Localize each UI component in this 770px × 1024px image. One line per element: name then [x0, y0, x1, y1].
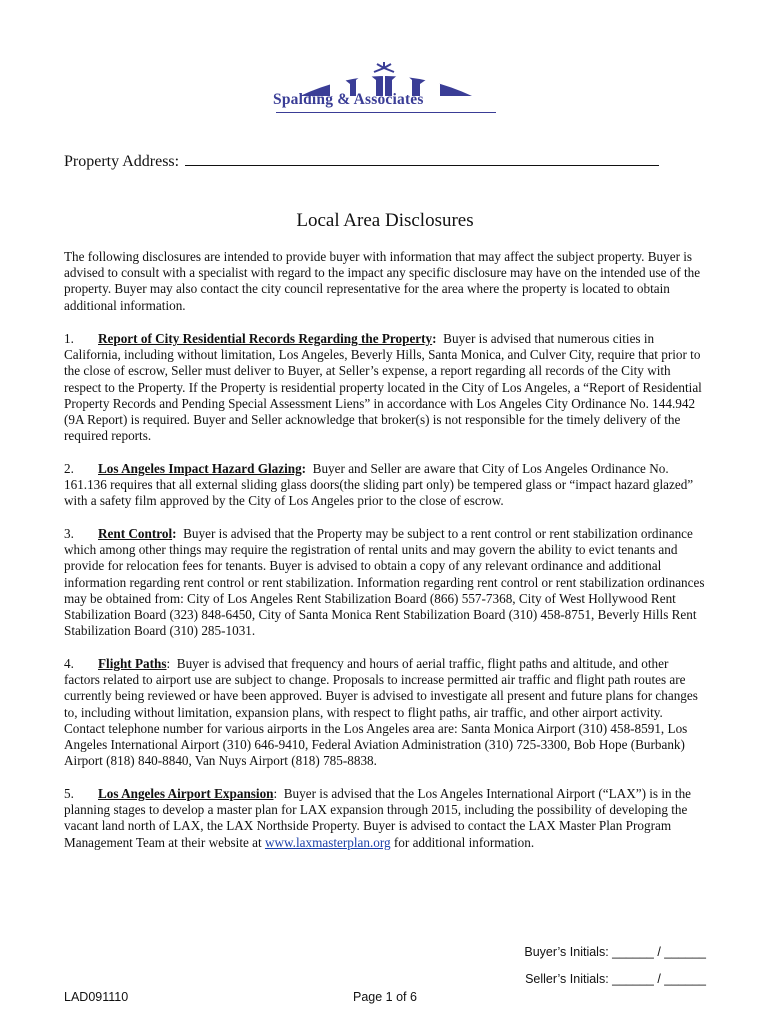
- intro-paragraph: The following disclosures are intended to provide buyer with information that may affect the subject property. Buyer is advised to consult with a specialist with regard to the impact any specific disclosure may have on the intended use of the property. Buyer may also contact the city council representative for the area where the property is located to obtain additional information.: [64, 249, 701, 313]
- section-number: 2.: [64, 461, 74, 476]
- laxmasterplan-link[interactable]: www.laxmasterplan.org: [264, 834, 391, 850]
- section-body: Buyer is advised that frequency and hours of aerial traffic, flight paths and altitude, and other factors related to airport use are subject to change. Proposals to increase permitted air traffic and flight path routes are currently being reviewed or have been approved. Buyer is advised to investigate all present and future plans for changes to, including without limitation, expansion plans, with respect to flight paths, air traffic, and other airport activity. Contact telephone number for various airports in the Los Angeles area are: Santa Monica Airport (310) 458-8591, Los Angeles International Airport (310) 646-9410, Federal Aviation Administration (310) 725-3300, Bob Hope (Burbank) Airport (818) 840-8840, Van Nuys Airport (818) 785-8838.: [64, 656, 698, 769]
- section-body-end: for additional information.: [393, 834, 535, 850]
- section-body: Buyer is advised that the Los Angeles International Airport (“LAX”) is in the planning stages to develop a master plan for LAX expansion through 2015, including the possibility of developing the vacant land north of LAX, the LAX Northside Property. Buyer is advised to contact the LAX Master Plan Program Management Team at their website at: [64, 786, 692, 850]
- document-title: Local Area Disclosures: [296, 210, 474, 231]
- disclosure-section-5: 5. Los Angeles Airport Expansion: Buyer is advised that the Los Angeles International Airport (“LAX”) is in the planning stages to develop a master plan for LAX expansion through 2015, including the possibility of developing the vacant land north of LAX, the LAX Northside Property. Buyer is advised to contact the LAX Master Plan Program Management Team at their website at www.laxmasterplan.org for additional information.: [64, 786, 692, 850]
- property-address-field[interactable]: [185, 150, 659, 166]
- section-heading: Rent Control: [98, 526, 173, 541]
- page-number: Page 1 of 6: [353, 990, 417, 1004]
- property-address-label: Property Address:: [64, 153, 180, 170]
- disclosure-section-4: 4. Flight Paths: Buyer is advised that frequency and hours of aerial traffic, flight paths and altitude, and other factors related to airport use are subject to change. Proposals to increase permitted air traffic and flight path routes are currently being reviewed or have been approved. Buyer is advised to investigate all present and future plans for changes to, including without limitation, expansion plans, with respect to flight paths, air traffic, and other airport activity. Contact telephone number for various airports in the Los Angeles area are: Santa Monica Airport (310) 458-8591, Los Angeles International Airport (310) 646-9410, Federal Aviation Administration (310) 725-3300, Bob Hope (Burbank) Airport (818) 840-8840, Van Nuys Airport (818) 785-8838.: [64, 656, 698, 769]
- disclosure-section-1: 1. Report of City Residential Records Regarding the Property: Buyer is advised that numerous cities in California, including without limitation, Los Angeles, Beverly Hills, Santa Monica, and Culver City, require that prior to the close of escrow, Seller must deliver to Buyer, at Seller’s expense, a report regarding all records of the City with respect to the Property. If the Property is residential property located in the City of Los Angeles, a “Report of Residential Property Records and Pending Special Assessment Liens” in accordance with Los Angeles City Ordinance No. 144.942 (9A Report) is required. Buyer and Seller acknowledge that broker(s) is not responsible for the timely delivery of the required reports.: [64, 331, 702, 444]
- section-heading: Los Angeles Impact Hazard Glazing: [98, 461, 302, 476]
- section-number: 4.: [64, 656, 74, 671]
- section-heading: Flight Paths: [98, 656, 167, 671]
- seller-initials[interactable]: Seller’s Initials: ______ / ______: [525, 972, 706, 986]
- section-body: Buyer is advised that the Property may be subject to a rent control or rent stabilization ordinance which among other things may require the registration of rental units and may govern the ability to evict tenants and provide for relocation fees for tenants. Buyer is advised to obtain a copy of any relevant ordinance and additional information regarding rent control or rent stabilization. Information regarding rent control or rent stabilization ordinances may be obtained from: City of Los Angeles Rent Stabilization Board (866) 557-7368, City of West Hollywood Rent Stabilization Board (323) 848-6450, City of Santa Monica Rent Stabilization Board (310) 458-8751, Beverly Hills Rent Stabilization Board (310) 285-1031.: [64, 526, 705, 639]
- document-code: LAD091110: [64, 990, 129, 1004]
- disclosure-section-2: 2. Los Angeles Impact Hazard Glazing: Buyer and Seller are aware that City of Los Angeles Ordinance No. 161.136 requires that all external sliding glass doors(the sliding part only) be tempered glass or “impact hazard glazed” with a safety film approved by the City of Los Angeles prior to the close of escrow.: [64, 461, 694, 509]
- section-number: 1.: [64, 331, 74, 346]
- section-body: Buyer and Seller are aware that City of Los Angeles Ordinance No. 161.136 requires that all external sliding glass doors(the sliding part only) be tempered glass or “impact hazard glazed” with a safety film approved by the City of Los Angeles prior to the close of escrow.: [64, 461, 694, 509]
- section-number: 3.: [64, 526, 74, 541]
- logo-wordmark: Spalding & Associates: [273, 91, 424, 108]
- section-body: Buyer is advised that numerous cities in California, including without limitation, Los Angeles, Beverly Hills, Santa Monica, and Culver City, require that prior to the close of escrow, Seller must deliver to Buyer, at Seller’s expense, a report regarding all records of the City with respect to the Property. If the Property is residential property located in the City of Los Angeles, a “Report of Residential Property Records and Pending Special Assessment Liens” in accordance with Los Angeles City Ordinance No. 144.942 (9A Report) is required. Buyer and Seller acknowledge that broker(s) is not responsible for the timely delivery of the required reports.: [64, 331, 702, 444]
- logo-underline: [276, 112, 496, 113]
- buyer-initials[interactable]: Buyer’s Initials: ______ / ______: [524, 945, 706, 959]
- section-number: 5.: [64, 786, 74, 801]
- section-heading: Los Angeles Airport Expansion: [98, 786, 274, 801]
- section-heading: Report of City Residential Records Regarding the Property: [98, 331, 433, 346]
- company-logo: [270, 62, 502, 118]
- property-address-row: [64, 150, 659, 171]
- disclosure-section-3: 3. Rent Control: Buyer is advised that the Property may be subject to a rent control or rent stabilization ordinance which among other things may require the registration of rental units and may govern the ability to evict tenants and provide for relocation fees for tenants. Buyer is advised to obtain a copy of any relevant ordinance and additional information regarding rent control or rent stabilization. Information regarding rent control or rent stabilization ordinances may be obtained from: City of Los Angeles Rent Stabilization Board (866) 557-7368, City of West Hollywood Rent Stabilization Board (323) 848-6450, City of Santa Monica Rent Stabilization Board (310) 458-8751, Beverly Hills Rent Stabilization Board (310) 285-1031.: [64, 526, 705, 639]
